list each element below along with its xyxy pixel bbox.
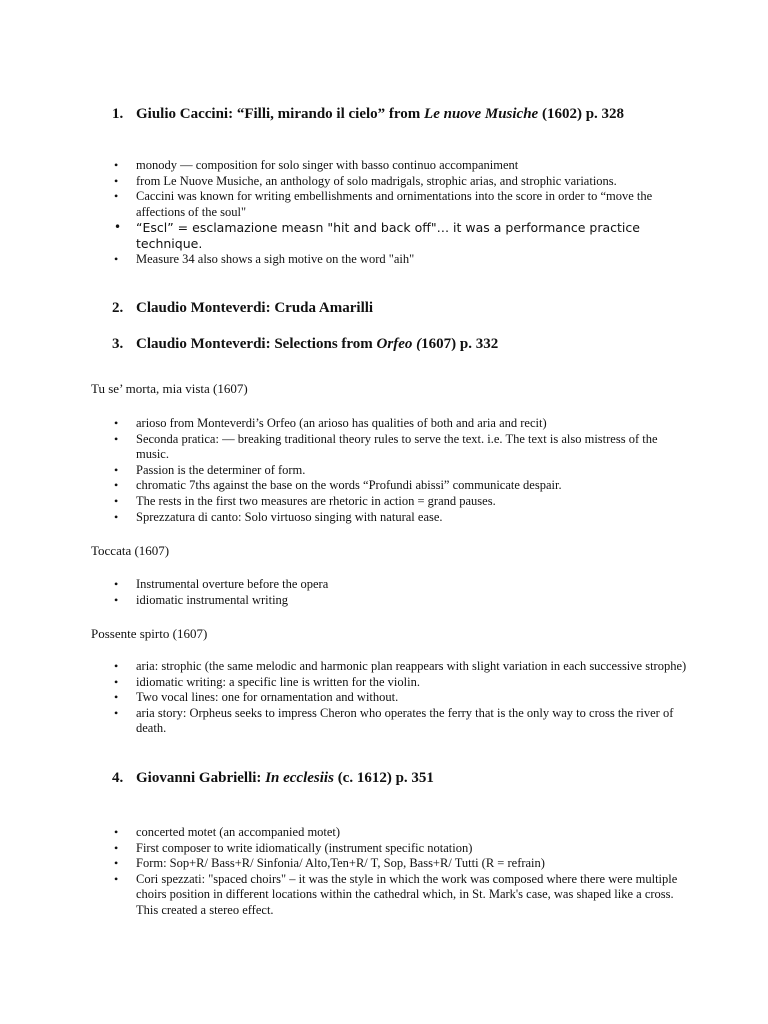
heading-text-suffix: (1602) p. 328 (538, 106, 625, 122)
subsection-2-bullet-list (0, 577, 768, 608)
list-item: • from Le Nuove Musiche, an anthology of solo madrigals, strophic arias, and strophic variations. (0, 174, 688, 190)
section-number: 1. (112, 106, 124, 122)
list-item: • “Escl” = esclamazione measn "hit and back off"… it was a performance practice technique. (0, 220, 688, 251)
section-number: 2. (112, 300, 124, 316)
subsection-title: Possente spirto (1607) (91, 626, 208, 641)
list-item: • Two vocal lines: one for ornamentation and without. (0, 690, 688, 706)
list-item: • arioso from Monteverdi’s Orfeo (an arioso has qualities of both and aria and recit) (0, 416, 688, 432)
section-1-heading (112, 106, 624, 123)
list-item: • idiomatic writing: a specific line is written for the violin. (0, 675, 688, 691)
list-item: • The rests in the first two measures are rhetoric in action = grand pauses. (0, 494, 688, 510)
section-4-heading (112, 770, 434, 787)
section-number: 4. (112, 770, 124, 786)
heading-text: Giulio Caccini: “Filli, mirando il cielo” from (136, 106, 425, 122)
section-3-heading (112, 336, 498, 353)
list-item: • concerted motet (an accompanied motet) (0, 825, 688, 841)
list-item: • Measure 34 also shows a sigh motive on the word "aih" (0, 252, 688, 268)
list-item: • Caccini was known for writing embellishments and ornimentations into the score in order to “move the affections of the soul" (0, 189, 688, 220)
list-item: • First composer to write idiomatically (instrument specific notation) (0, 841, 688, 857)
heading-text-suffix: (c. 1612) p. 351 (333, 770, 434, 786)
section-4-bullet-list (0, 825, 768, 919)
list-item: • Instrumental overture before the opera (0, 577, 688, 593)
subsection-3-bullet-list (0, 659, 768, 737)
list-item: • aria: strophic (the same melodic and harmonic plan reappears with slight variation in each successive strophe) (0, 659, 688, 675)
list-item: • Passion is the determiner of form. (0, 463, 688, 479)
list-item: • Cori spezzati: "spaced choirs" – it was the style in which the work was composed where there were multiple choirs position in different locations within the cathedral which, in St. Mark's case, was shaped like a cross. This created a stereo effect. (0, 872, 688, 919)
heading-italic-title: In ecclesiis (265, 770, 334, 786)
list-item: • monody — composition for solo singer with basso continuo accompaniment (0, 158, 688, 174)
list-item: • Seconda pratica: — breaking traditional theory rules to serve the text. i.e. The text is also mistress of the music. (0, 432, 688, 463)
list-item: • Sprezzatura di canto: Solo virtuoso singing with natural ease. (0, 510, 688, 526)
section-1-bullet-list (0, 158, 768, 267)
section-2-heading (112, 300, 373, 317)
section-number: 3. (112, 336, 124, 352)
subsection-title: Tu se’ morta, mia vista (1607) (91, 381, 248, 396)
heading-text: Claudio Monteverdi: Selections from (136, 336, 377, 352)
heading-italic-title: Le nuove Musiche (424, 106, 539, 122)
heading-text: Claudio Monteverdi: Cruda Amarilli (136, 300, 374, 316)
subsection-title: Toccata (1607) (91, 543, 170, 558)
list-item: • chromatic 7ths against the base on the words “Profundi abissi” communicate despair. (0, 478, 688, 494)
heading-text-suffix: 1607) p. 332 (421, 336, 499, 352)
heading-italic-title: Orfeo ( (376, 336, 422, 352)
list-item: • idiomatic instrumental writing (0, 593, 688, 609)
list-item: • aria story: Orpheus seeks to impress Cheron who operates the ferry that is the only way to cross the river of death. (0, 706, 688, 737)
subsection-1-bullet-list (0, 416, 768, 525)
list-item: • Form: Sop+R/ Bass+R/ Sinfonia/ Alto,Ten+R/ T, Sop, Bass+R/ Tutti (R = refrain) (0, 856, 688, 872)
heading-text: Giovanni Gabrielli: (136, 770, 266, 786)
